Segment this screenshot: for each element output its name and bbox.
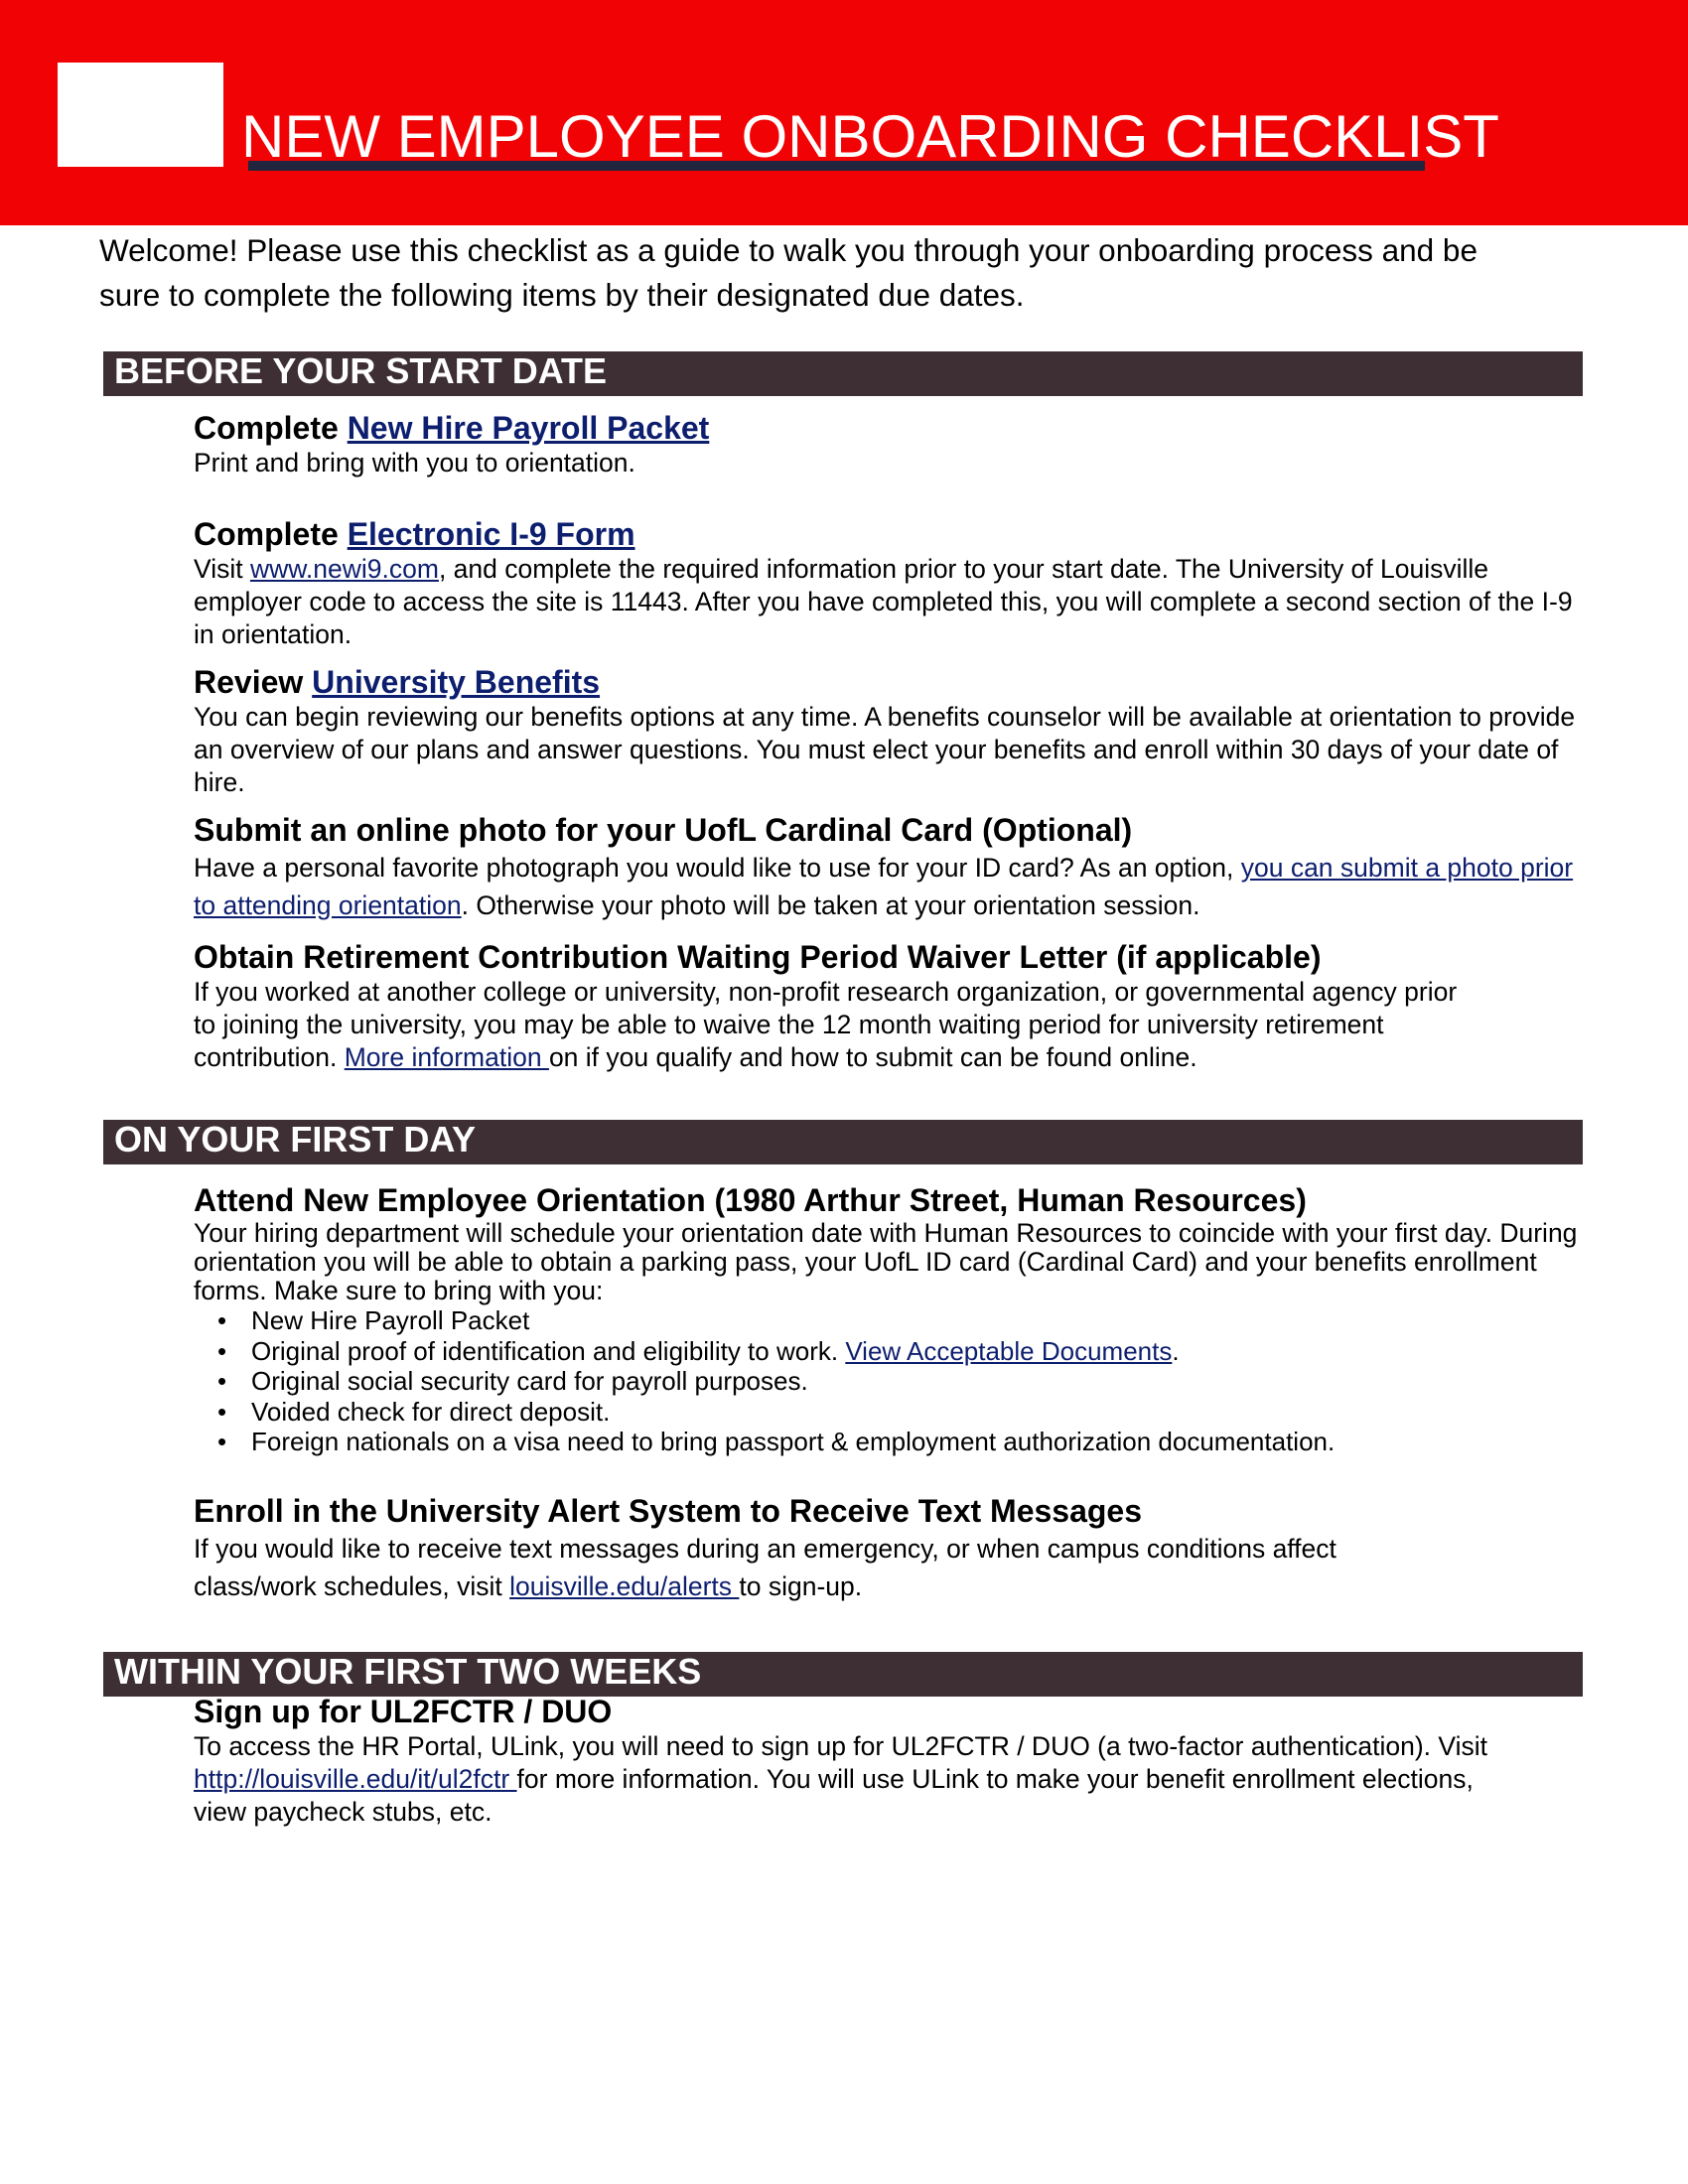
section-heading: BEFORE YOUR START DATE: [114, 350, 608, 391]
newi9-link[interactable]: www.newi9.com: [249, 554, 439, 584]
logo-placeholder: [58, 63, 223, 167]
item-description: If you worked at another college or university, non-profit research organization, or governmental agency prior to joining the university, you may be able to waive the 12 month waiting period for university retirement contribution. More information on if you qualify and how to submit can be found online.: [194, 977, 1458, 1072]
section-header-before-start: [103, 351, 1583, 396]
section-heading: WITHIN YOUR FIRST TWO WEEKS: [114, 1651, 702, 1692]
item-title: Enroll in the University Alert System to Receive Text Messages: [194, 1493, 1143, 1529]
list-item: • Voided check for direct deposit.: [194, 1397, 1584, 1428]
item-description: Visit www.newi9.com, and complete the required information prior to your start date. The University of Louisville employer code to access the site is 11443. After you have completed this, you will complete a second section of the I-9 in orientation.: [194, 554, 1573, 649]
item-description: To access the HR Portal, ULink, you will need to sign up for UL2FCTR / DUO (a two-factor authentication). Visit http://louisville.edu/it/ul2fctr for more information. You will use ULink to make your benefit enrollment elections, view paycheck stubs, etc.: [194, 1731, 1487, 1827]
item-description: You can begin reviewing our benefits options at any time. A benefits counselor will be available at orientation to provide an overview of our plans and answer questions. You must elect your benefits and enroll within 30 days of your date of hire.: [194, 702, 1576, 797]
section-heading: ON YOUR FIRST DAY: [114, 1119, 477, 1160]
checklist-item-i9-form: [194, 515, 1584, 651]
item-description: Your hiring department will schedule your orientation date with Human Resources to coincide with your first day. During orientation you will be able to obtain a parking pass, your UofL ID card (Cardinal Card) and your benefits enrollment forms. Make sure to bring with you:: [194, 1218, 1578, 1305]
item-description: If you would like to receive text messages during an emergency, or when campus conditions affect class/work schedules, visit louisville.edu/alerts to sign-up.: [194, 1534, 1336, 1601]
welcome-text: Welcome! Please use this checklist as a guide to walk you through your onboarding process and be sure to complete the following items by their designated due dates.: [99, 232, 1477, 313]
item-title: Obtain Retirement Contribution Waiting Period Waiver Letter (if applicable): [194, 939, 1322, 975]
view-acceptable-documents-link[interactable]: View Acceptable Documents: [845, 1335, 1173, 1366]
item-title: Sign up for UL2FCTR / DUO: [194, 1694, 613, 1729]
ul2fctr-link[interactable]: http://louisville.edu/it/ul2fctr: [194, 1764, 517, 1794]
list-item: • New Hire Payroll Packet: [194, 1305, 1584, 1336]
submit-photo-link[interactable]: you can submit a photo prior to attending orientation: [194, 853, 1574, 920]
item-title: Attend New Employee Orientation (1980 Arthur Street, Human Resources): [194, 1182, 1307, 1218]
item-description: Have a personal favorite photograph you would like to use for your ID card? As an option, you can submit a photo prior to attending orientation. Otherwise your photo will be taken at your orientation session.: [194, 853, 1574, 920]
page-title: NEW EMPLOYEE ONBOARDING CHECKLIST: [241, 103, 1499, 170]
list-item: • Original proof of identification and eligibility to work. View Acceptable Documents.: [194, 1336, 1584, 1367]
checklist-item-benefits: [194, 663, 1584, 799]
checklist-item-alert-system: [194, 1492, 1584, 1605]
checklist-item-payroll-packet: [194, 409, 1584, 479]
item-description: Print and bring with you to orientation.: [194, 448, 635, 478]
checklist-item-cardinal-card-photo: [194, 811, 1584, 924]
item-title: Complete New Hire Payroll Packet: [194, 410, 710, 446]
list-item: • Original social security card for payroll purposes.: [194, 1366, 1584, 1397]
university-benefits-link[interactable]: University Benefits: [312, 664, 601, 700]
item-title: Submit an online photo for your UofL Cardinal Card (Optional): [194, 812, 1133, 848]
i9-form-link[interactable]: Electronic I-9 Form: [347, 516, 635, 552]
checklist-item-retirement-waiver: [194, 938, 1584, 1074]
checklist-item-orientation: [194, 1181, 1584, 1457]
item-title: Complete Electronic I-9 Form: [194, 516, 635, 552]
list-item: • Foreign nationals on a visa need to bring passport & employment authorization documentation.: [194, 1427, 1584, 1457]
bring-with-you-list: [194, 1305, 1584, 1457]
checklist-item-ul2fctr-duo: [194, 1693, 1584, 1829]
retirement-more-information-link[interactable]: More information: [344, 1042, 549, 1072]
payroll-packet-link[interactable]: New Hire Payroll Packet: [347, 410, 710, 446]
section-header-first-day: [103, 1120, 1583, 1164]
section-header-first-two-weeks: [103, 1652, 1583, 1697]
header-banner: [0, 0, 1688, 225]
item-title: Review University Benefits: [194, 664, 601, 700]
alerts-link[interactable]: louisville.edu/alerts: [509, 1571, 740, 1601]
